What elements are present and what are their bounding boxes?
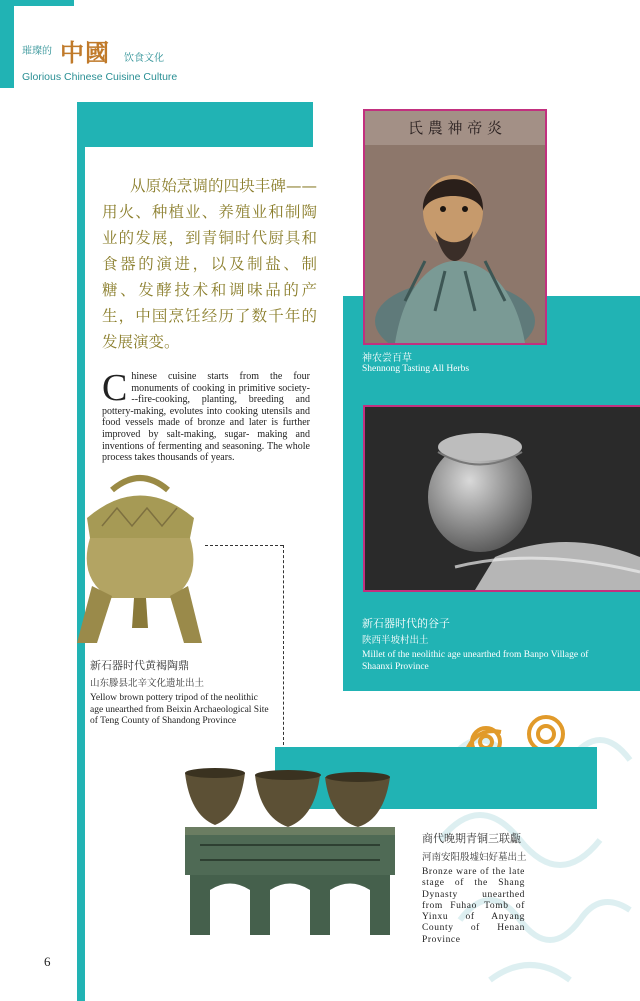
tripod-caption-en: Yellow brown pottery tripod of the neolithic age unearthed from Beixin Archaeological Site of Teng County of Shandong Province xyxy=(90,693,269,726)
pottery-tripod-photo xyxy=(72,468,207,648)
millet-caption-cn: 新石器时代的谷子 xyxy=(362,617,450,630)
bronze-caption-cn-sub: 河南安阳殷墟妇好墓出土 xyxy=(422,852,527,863)
header-title-left: 璀璨的 xyxy=(22,46,52,57)
header-accent-corner xyxy=(14,0,74,6)
page-number: 6 xyxy=(44,954,51,969)
intro-text-cn: 从原始烹调的四块丰碑——用火、种植业、养殖业和制陶业的发展，到青铜时代厨具和食器的演进，以及制盐、制糖、发酵技术和调味品的产生，中国烹饪经历了数千年的发展演变。 xyxy=(102,177,317,351)
tripod-frame-top xyxy=(205,545,283,546)
bronze-caption-en: Bronze ware of the late stage of the Shang Dynasty unearthed from Fuhao Tomb of Yinxu of Anyang County of Henan Province xyxy=(422,867,525,945)
tripod-frame-right xyxy=(283,545,284,745)
header-accent-bar xyxy=(0,0,14,88)
intro-top-band xyxy=(85,102,313,147)
shennong-caption-en: Shennong Tasting All Herbs xyxy=(362,364,470,374)
millet-caption-en: Millet of the neolithic age unearthed from Banpo Village of Shaanxi Province xyxy=(362,650,589,672)
bronze-caption-cn: 商代晚期青铜三联甗 xyxy=(422,832,521,845)
shennong-caption-cn: 神农尝百草 xyxy=(362,353,412,364)
bronze-vessels-photo xyxy=(180,765,400,940)
dropcap: C xyxy=(102,367,128,409)
header-title-right: 饮食文化 xyxy=(124,53,164,64)
shennong-banner-text: 氏 農 神 帝 炎 xyxy=(407,119,503,137)
intro-text-en xyxy=(102,367,310,464)
shennong-painting xyxy=(363,109,547,345)
header-subtitle-en: Glorious Chinese Cuisine Culture xyxy=(22,71,178,83)
tripod-caption-cn-sub: 山东滕县北辛文化遗址出土 xyxy=(90,678,205,689)
header-title-big: 中國 xyxy=(60,38,110,67)
tripod-caption-cn: 新石器时代黄褐陶鼎 xyxy=(90,659,189,672)
millet-caption-cn-sub: 陕西半坡村出土 xyxy=(362,635,429,646)
millet-jar-photo xyxy=(363,405,640,592)
intro-text-en-body: hinese cuisine starts from the four monuments of cooking in primitive society---fire-cooking, planting, breeding and pottery-making, evolutes into cooking utensils and food vessels made of bronze and later is further improved by salt-making, sugar- making and inventions of fermenting and seasoning. The whole process takes thousands of years. xyxy=(102,371,310,464)
